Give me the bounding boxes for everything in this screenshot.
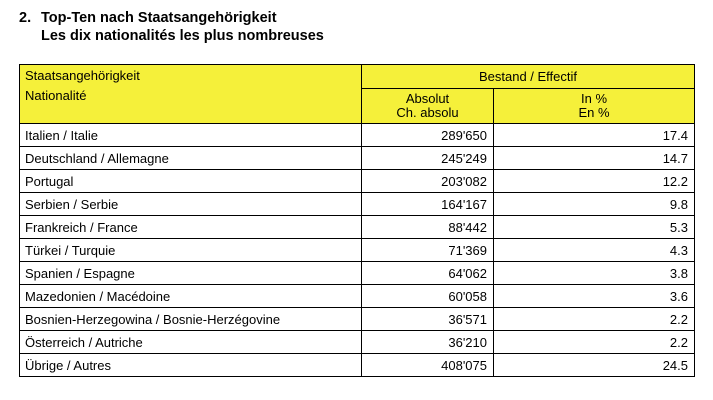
percent-value-cell: 2.2: [494, 308, 695, 331]
country-cell: Spanien / Espagne: [20, 262, 362, 285]
table-row: [20, 331, 695, 354]
percent-value-cell: 9.8: [494, 193, 695, 216]
table-row: [20, 262, 695, 285]
country-cell: Österreich / Autriche: [20, 331, 362, 354]
table-row: [20, 285, 695, 308]
absolute-value-cell: 36'210: [362, 331, 494, 354]
table-row: [20, 308, 695, 331]
absolute-value-cell: 71'369: [362, 239, 494, 262]
table-row: [20, 124, 695, 147]
percent-value-cell: 3.8: [494, 262, 695, 285]
percent-value-cell: 5.3: [494, 216, 695, 239]
nationality-header-fr: Nationalité: [25, 88, 87, 103]
table-row: [20, 170, 695, 193]
absolute-column-header: [362, 89, 494, 124]
section-number: 2.: [19, 10, 32, 26]
absolute-value-cell: 289'650: [362, 124, 494, 147]
table-row: [20, 239, 695, 262]
country-cell: Italien / Italie: [20, 124, 362, 147]
table-row: [20, 354, 695, 377]
country-cell: Deutschland / Allemagne: [20, 147, 362, 170]
percent-header-de: In %: [580, 91, 607, 106]
title-german: Top-Ten nach Staatsangehörigkeit: [41, 10, 277, 26]
table-row: [20, 216, 695, 239]
absolute-value-cell: 245'249: [362, 147, 494, 170]
country-cell: Bosnien-Herzegowina / Bosnie-Herzégovine: [20, 308, 362, 331]
country-cell: Portugal: [20, 170, 362, 193]
absolute-value-cell: 203'082: [362, 170, 494, 193]
absolute-value-cell: 60'058: [362, 285, 494, 308]
header-row: [20, 65, 695, 89]
absolute-value-cell: 64'062: [362, 262, 494, 285]
percent-value-cell: 4.3: [494, 239, 695, 262]
absolute-header-fr: Ch. absolu: [396, 105, 459, 120]
country-cell: Mazedonien / Macédoine: [20, 285, 362, 308]
percent-header-fr: En %: [578, 105, 610, 120]
nationality-header-de: Staatsangehörigkeit: [25, 68, 140, 83]
group-header: Bestand / Effectif: [362, 65, 695, 89]
percent-value-cell: 24.5: [494, 354, 695, 377]
absolute-value-cell: 36'571: [362, 308, 494, 331]
percent-value-cell: 17.4: [494, 124, 695, 147]
absolute-header-de: Absolut: [405, 91, 450, 106]
table-row: [20, 193, 695, 216]
absolute-value-cell: 88'442: [362, 216, 494, 239]
percent-value-cell: 3.6: [494, 285, 695, 308]
percent-value-cell: 14.7: [494, 147, 695, 170]
percent-column-header: [494, 89, 695, 124]
percent-value-cell: 12.2: [494, 170, 695, 193]
title-french: Les dix nationalités les plus nombreuses: [41, 28, 324, 44]
country-cell: Frankreich / France: [20, 216, 362, 239]
absolute-value-cell: 164'167: [362, 193, 494, 216]
nationality-column-header: [20, 65, 362, 124]
country-cell: Serbien / Serbie: [20, 193, 362, 216]
absolute-value-cell: 408'075: [362, 354, 494, 377]
country-cell: Übrige / Autres: [20, 354, 362, 377]
nationality-table: [19, 64, 695, 377]
country-cell: Türkei / Turquie: [20, 239, 362, 262]
percent-value-cell: 2.2: [494, 331, 695, 354]
table-row: [20, 147, 695, 170]
